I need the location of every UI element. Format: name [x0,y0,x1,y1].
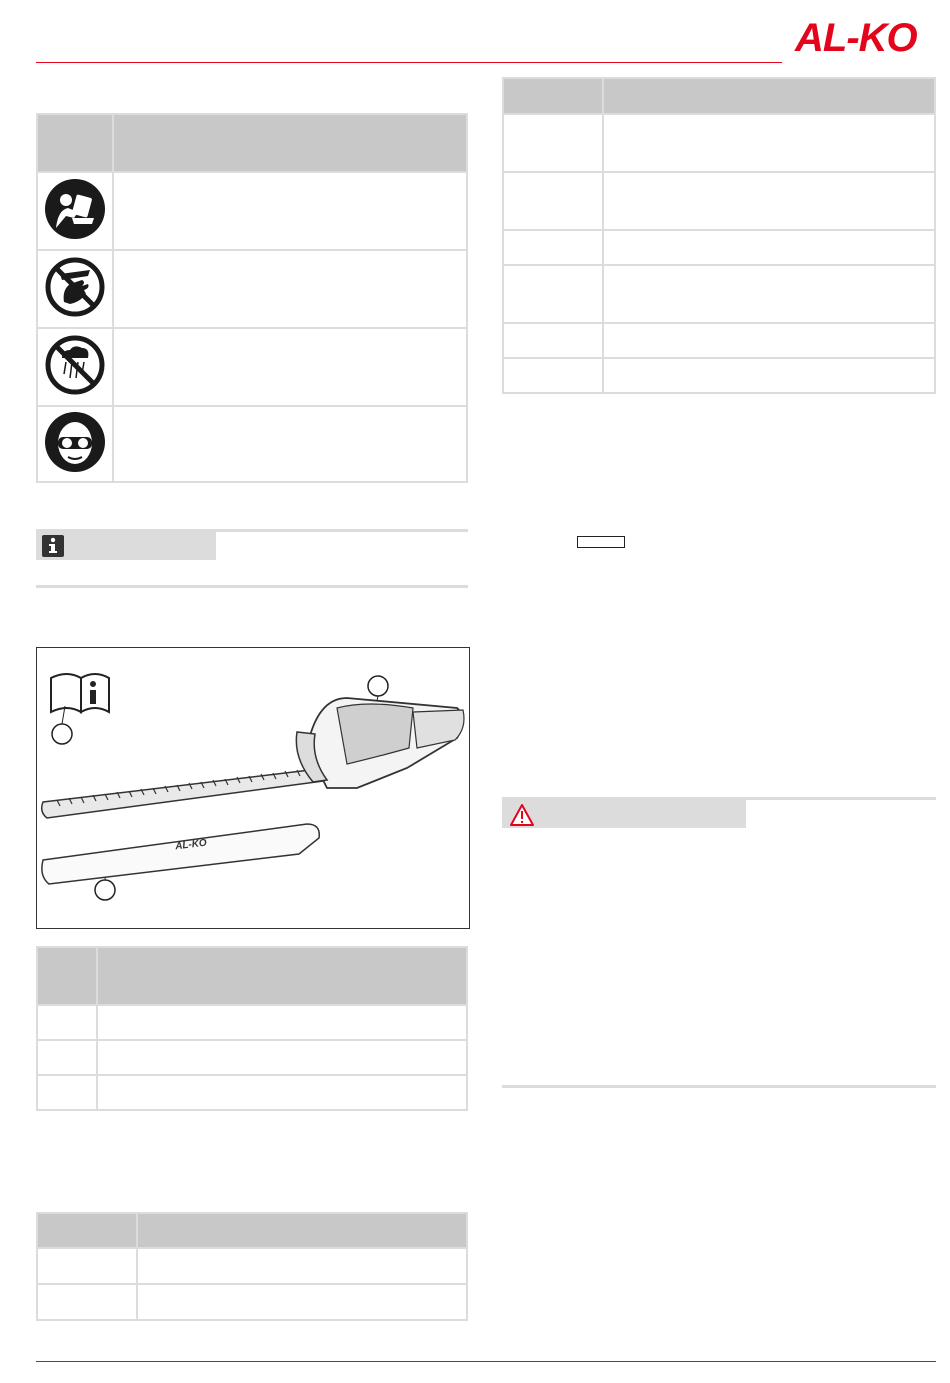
info-icon [42,535,64,557]
no-rain-icon [44,334,106,396]
header-rule [36,62,782,63]
table-row [37,1005,467,1040]
table-row [503,265,935,323]
small-table [36,1212,468,1321]
right-table [502,77,936,394]
callout-1 [52,724,72,744]
note-bottom-rule [36,585,468,588]
product-figure [36,647,470,929]
table-row [503,230,935,265]
blade [42,768,331,818]
table-row [503,172,935,230]
right-table-header [503,78,935,114]
footer-rule [36,1361,936,1362]
table-row [37,1284,467,1320]
table-row [37,172,467,250]
table-row [37,406,467,482]
manual-info-icon [51,674,109,712]
inline-label-box [577,536,625,548]
parts-table [36,946,468,1111]
table-row [503,358,935,393]
motor-housing [296,698,464,788]
table-row [503,114,935,172]
warning-triangle-icon [509,803,535,827]
symbols-table [36,113,468,483]
guard-logo-text: AL-KO [174,837,208,853]
symbols-header-cell [113,114,467,172]
blade-guard [42,824,319,884]
warning-bottom-rule [502,1085,936,1088]
hedge-trimmer-illustration [37,648,469,928]
symbols-header-cell [37,114,113,172]
callout-2 [368,676,388,696]
table-row [37,1075,467,1110]
no-hand-near-blade-icon [44,256,106,318]
small-table-header [37,1213,467,1248]
parts-table-header [37,947,467,1005]
table-row [37,1040,467,1075]
al-ko-logo: AL-KO [795,16,917,60]
symbols-table-header [37,114,467,172]
table-row [37,328,467,406]
table-row [37,1248,467,1284]
wear-eye-protection-icon [44,411,106,473]
table-row [37,250,467,328]
warning-header-bar [502,800,746,828]
callout-3 [95,880,115,900]
table-row [503,323,935,358]
read-manual-icon [44,178,106,240]
